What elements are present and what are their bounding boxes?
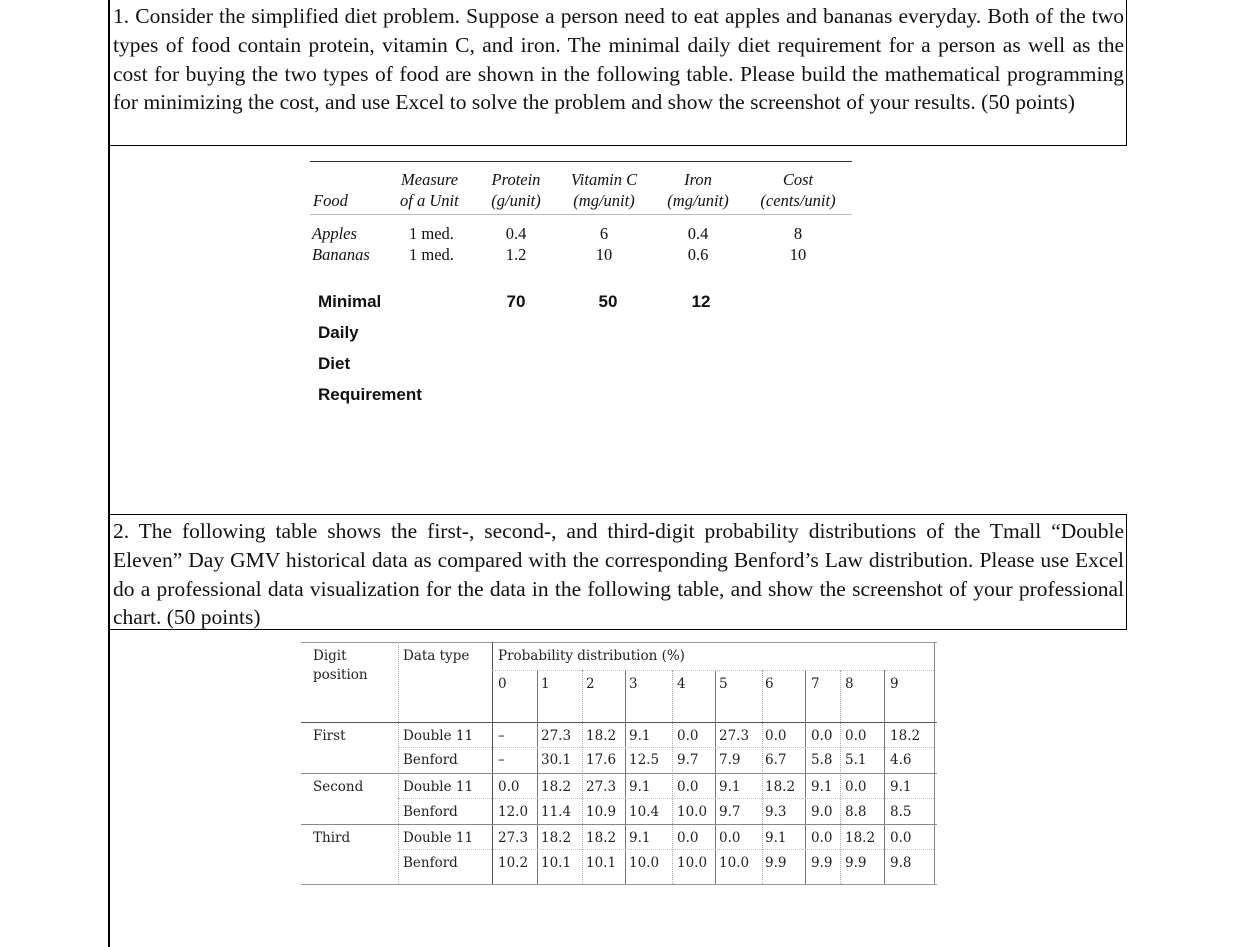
row-rule bbox=[398, 747, 934, 748]
header-iron-2: (mg/unit) bbox=[667, 191, 729, 210]
table-cell: 9.8 bbox=[890, 855, 912, 871]
header-protein-2: (g/unit) bbox=[491, 191, 541, 210]
table-cell: 10.4 bbox=[629, 804, 660, 820]
table-cell: 18.2 bbox=[845, 830, 876, 846]
header-measure-2: of a Unit bbox=[400, 191, 459, 210]
requirement-iron: 12 bbox=[691, 292, 711, 311]
table-cell: 9.1 bbox=[629, 728, 651, 744]
requirement-protein: 70 bbox=[506, 292, 526, 311]
table-cell: 9.1 bbox=[629, 830, 651, 846]
table2-vline-values bbox=[492, 642, 493, 884]
row-bananas-food: Bananas bbox=[312, 245, 370, 264]
table-cell: 10.1 bbox=[586, 855, 617, 871]
table-cell: 0.0 bbox=[845, 728, 867, 744]
table-cell: 11.4 bbox=[541, 804, 572, 820]
header-datatype: Data type bbox=[403, 648, 470, 664]
row-apples-cost: 8 bbox=[793, 224, 803, 243]
table-cell: 18.2 bbox=[765, 779, 796, 795]
table-cell: 12.5 bbox=[629, 752, 660, 768]
row-bananas-measure: 1 med. bbox=[409, 245, 454, 264]
table-cell: 9.9 bbox=[811, 855, 833, 871]
table-cell: 10.0 bbox=[719, 855, 750, 871]
table-cell: 18.2 bbox=[541, 830, 572, 846]
digit-header-2: 2 bbox=[586, 676, 595, 692]
group-rule bbox=[301, 824, 937, 825]
table-cell: 18.2 bbox=[586, 728, 617, 744]
header-digit-2: position bbox=[313, 667, 368, 683]
row-bananas-iron: 0.6 bbox=[687, 245, 709, 264]
table-cell: 4.6 bbox=[890, 752, 912, 768]
table-cell: 0.0 bbox=[677, 779, 699, 795]
table-cell: 9.1 bbox=[719, 779, 741, 795]
table2-vline-right bbox=[934, 642, 935, 884]
table-cell: 0.0 bbox=[845, 779, 867, 795]
table-cell: 5.8 bbox=[811, 752, 833, 768]
row-bananas-cost: 10 bbox=[789, 245, 807, 264]
group-rule bbox=[301, 773, 937, 774]
requirement-label-1: Minimal bbox=[318, 292, 382, 311]
table-cell: 8.5 bbox=[890, 804, 912, 820]
table-cell: 10.0 bbox=[677, 804, 708, 820]
table2-header-rule bbox=[301, 722, 937, 723]
table-header-rule bbox=[310, 214, 852, 215]
table-cell: 0.0 bbox=[765, 728, 787, 744]
table-cell: 9.1 bbox=[811, 779, 833, 795]
table2-top-rule bbox=[301, 642, 937, 643]
table-cell: – bbox=[498, 728, 505, 744]
benford-table bbox=[301, 640, 937, 888]
column-separator bbox=[672, 670, 673, 884]
header-vitaminc-2: (mg/unit) bbox=[573, 191, 635, 210]
digit-header-0: 0 bbox=[498, 676, 507, 692]
table-cell: 17.6 bbox=[586, 752, 617, 768]
table-cell: 9.0 bbox=[811, 804, 833, 820]
table-cell: 9.7 bbox=[719, 804, 741, 820]
row-apples-vitaminc: 6 bbox=[599, 224, 609, 243]
table-cell: 0.0 bbox=[677, 830, 699, 846]
row-apples-protein: 0.4 bbox=[505, 224, 527, 243]
header-food: Food bbox=[313, 191, 348, 210]
table-cell: 9.1 bbox=[765, 830, 787, 846]
diet-table bbox=[310, 158, 852, 273]
digit-header-9: 9 bbox=[890, 676, 899, 692]
table-cell: 6.7 bbox=[765, 752, 787, 768]
table-cell: 10.0 bbox=[629, 855, 660, 871]
table-cell: 18.2 bbox=[890, 728, 921, 744]
row-bananas-vitaminc: 10 bbox=[595, 245, 613, 264]
row-apples-iron: 0.4 bbox=[687, 224, 709, 243]
header-measure-1: Measure bbox=[401, 170, 459, 189]
table2-bottom-rule bbox=[301, 884, 937, 885]
table-cell: 9.1 bbox=[629, 779, 651, 795]
row-datatype: Double 11 bbox=[403, 779, 474, 795]
table-cell: 0.0 bbox=[719, 830, 741, 846]
question-1-text: 1. Consider the simplified diet problem. Suppose a person need to eat apples and bananas everyday. Both of the two types of food contain protein, vitamin C, and iron. The minimal daily diet requirement for a person as well as the cost for buying the two types of food are shown in the following table. Please build the mathematical programming for minimizing the cost, and use Excel to solve the problem and show the screenshot of your results. (50 points) bbox=[109, 0, 1127, 146]
position-third: Third bbox=[313, 830, 351, 846]
header-vitaminc-1: Vitamin C bbox=[570, 170, 638, 189]
table-cell: 10.0 bbox=[677, 855, 708, 871]
digit-header-7: 7 bbox=[811, 676, 820, 692]
digit-header-4: 4 bbox=[677, 676, 686, 692]
table-cell: 0.0 bbox=[677, 728, 699, 744]
header-cost-1: Cost bbox=[782, 170, 814, 189]
table-cell: 10.1 bbox=[541, 855, 572, 871]
column-separator bbox=[537, 670, 538, 884]
header-iron-1: Iron bbox=[684, 170, 712, 189]
row-datatype: Benford bbox=[403, 752, 458, 768]
position-second: Second bbox=[313, 779, 364, 795]
table-cell: 7.9 bbox=[719, 752, 741, 768]
position-first: First bbox=[313, 728, 346, 744]
table-cell: 0.0 bbox=[498, 779, 520, 795]
table-cell: 10.2 bbox=[498, 855, 529, 871]
row-datatype: Benford bbox=[403, 804, 458, 820]
table-cell: 12.0 bbox=[498, 804, 529, 820]
table-cell: 9.1 bbox=[890, 779, 912, 795]
header-probability: Probability distribution (%) bbox=[498, 648, 685, 664]
row-datatype: Double 11 bbox=[403, 728, 474, 744]
table-cell: 9.9 bbox=[845, 855, 867, 871]
table-cell: 9.7 bbox=[677, 752, 699, 768]
requirement-label-2: Daily bbox=[318, 323, 359, 342]
table-cell: 0.0 bbox=[890, 830, 912, 846]
row-datatype: Double 11 bbox=[403, 830, 474, 846]
digit-header-1: 1 bbox=[541, 676, 550, 692]
header-protein-1: Protein bbox=[491, 170, 541, 189]
table-cell: 10.9 bbox=[586, 804, 617, 820]
column-separator bbox=[582, 670, 583, 884]
table-cell: 27.3 bbox=[586, 779, 617, 795]
requirement-label-4: Requirement bbox=[318, 385, 422, 404]
header-cost-2: (cents/unit) bbox=[760, 191, 836, 210]
digit-header-3: 3 bbox=[629, 676, 638, 692]
requirement-label-3: Diet bbox=[318, 354, 351, 373]
row-datatype: Benford bbox=[403, 855, 458, 871]
table-cell: 18.2 bbox=[541, 779, 572, 795]
column-separator bbox=[840, 670, 841, 884]
digit-header-8: 8 bbox=[845, 676, 854, 692]
table-cell: 9.9 bbox=[765, 855, 787, 871]
row-apples-measure: 1 med. bbox=[409, 224, 454, 243]
table-top-rule bbox=[310, 161, 852, 162]
table-cell: 18.2 bbox=[586, 830, 617, 846]
table-cell: 27.3 bbox=[719, 728, 750, 744]
question-2-text: 2. The following table shows the first-, second-, and third-digit probability distributions of the Tmall “Double Eleven” Day GMV historical data as compared with the corresponding Benford’s Law distribution. Please use Excel do a professional data visualization for the data in the following table, and show the screenshot of your professional chart. (50 points) bbox=[109, 514, 1127, 630]
column-separator bbox=[625, 670, 626, 884]
table-cell: 27.3 bbox=[498, 830, 529, 846]
table-cell: – bbox=[498, 752, 505, 768]
table-cell: 0.0 bbox=[811, 728, 833, 744]
column-separator bbox=[805, 670, 806, 884]
table-cell: 5.1 bbox=[845, 752, 867, 768]
table-cell: 8.8 bbox=[845, 804, 867, 820]
table2-vline-datatype bbox=[398, 642, 399, 884]
table-cell: 0.0 bbox=[811, 830, 833, 846]
column-separator bbox=[715, 670, 716, 884]
requirement-vitaminc: 50 bbox=[598, 292, 618, 311]
column-separator bbox=[884, 670, 885, 884]
table-cell: 30.1 bbox=[541, 752, 572, 768]
header-digit-1: Digit bbox=[313, 648, 347, 664]
table-cell: 27.3 bbox=[541, 728, 572, 744]
row-bananas-protein: 1.2 bbox=[505, 245, 527, 264]
digit-header-6: 6 bbox=[765, 676, 774, 692]
table-cell: 9.3 bbox=[765, 804, 787, 820]
row-rule bbox=[398, 798, 934, 799]
digit-header-5: 5 bbox=[719, 676, 728, 692]
column-separator bbox=[762, 670, 763, 884]
row-rule bbox=[398, 849, 934, 850]
row-apples-food: Apples bbox=[312, 224, 357, 243]
subheader-rule bbox=[492, 670, 934, 671]
